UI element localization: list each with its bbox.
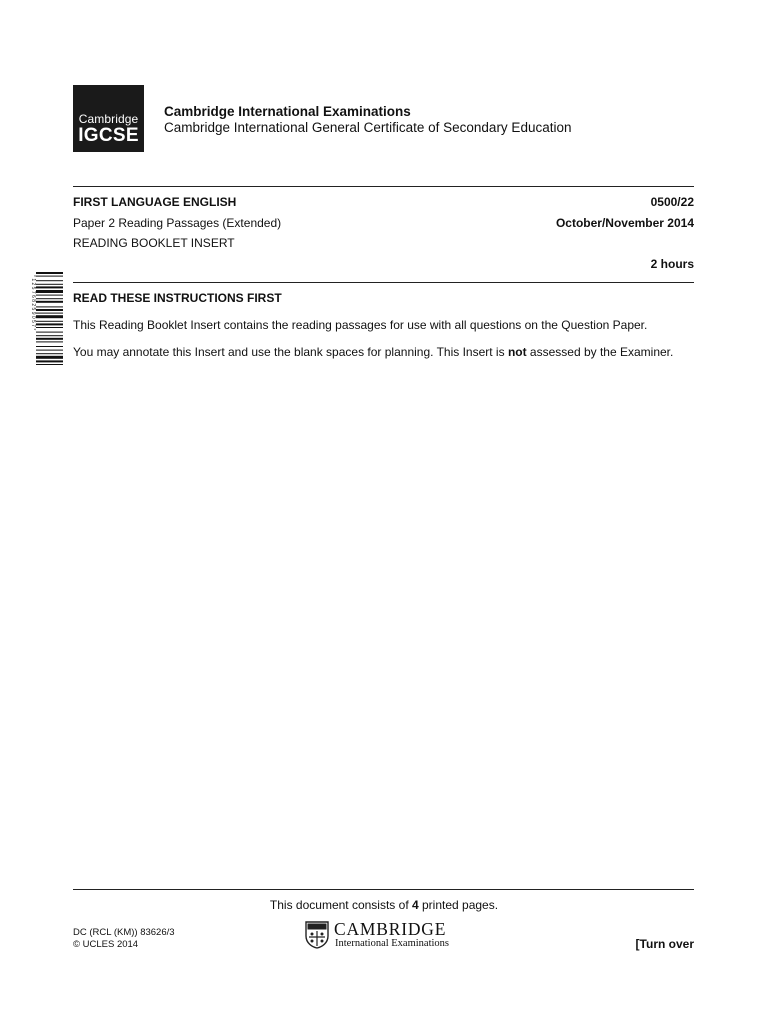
barcode-bar xyxy=(36,323,63,325)
exam-session: October/November 2014 xyxy=(555,216,694,230)
barcode xyxy=(26,271,64,411)
barcode-bar xyxy=(36,353,63,354)
exam-duration: 2 hours xyxy=(650,257,694,271)
barcode-bar xyxy=(36,364,63,365)
barcode-bar xyxy=(36,276,63,277)
org-name: Cambridge International Examinations xyxy=(164,104,411,119)
logo-igcse-text: IGCSE xyxy=(78,125,139,146)
instructions-text-1: This Reading Booklet Insert contains the reading passages for use with all questions on the Question Paper. xyxy=(73,318,648,332)
barcode-bar xyxy=(36,272,63,274)
barcode-bar xyxy=(36,356,63,359)
page-count xyxy=(0,898,768,912)
logo-cambridge-text: Cambridge xyxy=(78,112,139,126)
footer-rule xyxy=(73,889,694,890)
page-count-number: 4 xyxy=(411,898,419,912)
barcode-bar xyxy=(36,335,63,336)
cambridge-crest-icon xyxy=(305,921,329,949)
barcode-bar xyxy=(36,341,63,342)
paper-title: Paper 2 Reading Passages (Extended) xyxy=(73,216,282,230)
header-rule-bottom xyxy=(73,282,694,283)
barcode-bar xyxy=(36,295,63,296)
qualification-name: Cambridge International General Certificate of Secondary Education xyxy=(164,120,572,135)
barcode-bars xyxy=(36,272,63,365)
barcode-bar xyxy=(36,306,63,307)
barcode-bar xyxy=(36,286,63,288)
cambridge-brand-subtitle: International Examinations xyxy=(335,938,450,949)
instructions-text-2 xyxy=(73,345,694,359)
igcse-logo xyxy=(73,85,144,152)
barcode-bar xyxy=(36,338,63,340)
copyright-notice: © UCLES 2014 xyxy=(73,939,139,950)
cambridge-brand-title: CAMBRIDGE xyxy=(334,919,447,939)
barcode-bar xyxy=(36,298,63,299)
barcode-bar xyxy=(36,360,63,362)
barcode-bar xyxy=(36,315,63,318)
barcode-bar xyxy=(36,301,63,303)
page-count-text-a: This document consists of xyxy=(269,898,412,912)
barcode-bar xyxy=(36,346,63,347)
paper-code: 0500/22 xyxy=(650,195,694,209)
barcode-bar xyxy=(36,332,63,333)
page-count-text-b: printed pages. xyxy=(418,898,499,912)
instructions-text-2-bold: not xyxy=(507,345,527,359)
barcode-digit-text: * 1 2 5 7 6 8 2 5 9 0 5 7 * xyxy=(30,275,36,331)
header-rule-top xyxy=(73,186,694,187)
booklet-title: READING BOOKLET INSERT xyxy=(73,236,235,250)
barcode-bar xyxy=(36,321,63,322)
barcode-bar xyxy=(36,313,63,314)
barcode-bar xyxy=(36,290,63,293)
subject-title: FIRST LANGUAGE ENGLISH xyxy=(73,195,237,209)
barcode-bar xyxy=(36,284,63,285)
instructions-text-2a: You may annotate this Insert and use the blank spaces for planning. This Insert is xyxy=(73,345,508,359)
barcode-bar xyxy=(36,350,63,351)
barcode-bar xyxy=(36,309,63,311)
instructions-text-2b: assessed by the Examiner. xyxy=(526,345,674,359)
instructions-paragraph-1 xyxy=(73,318,694,332)
barcode-bar xyxy=(36,327,63,328)
barcode-digits xyxy=(30,275,36,330)
barcode-bar xyxy=(36,280,63,281)
document-reference: DC (RCL (KM)) 83626/3 xyxy=(73,927,175,938)
turn-over-label: [Turn over xyxy=(635,937,694,951)
instructions-paragraph-2 xyxy=(73,345,694,359)
instructions-heading: READ THESE INSTRUCTIONS FIRST xyxy=(73,291,282,305)
